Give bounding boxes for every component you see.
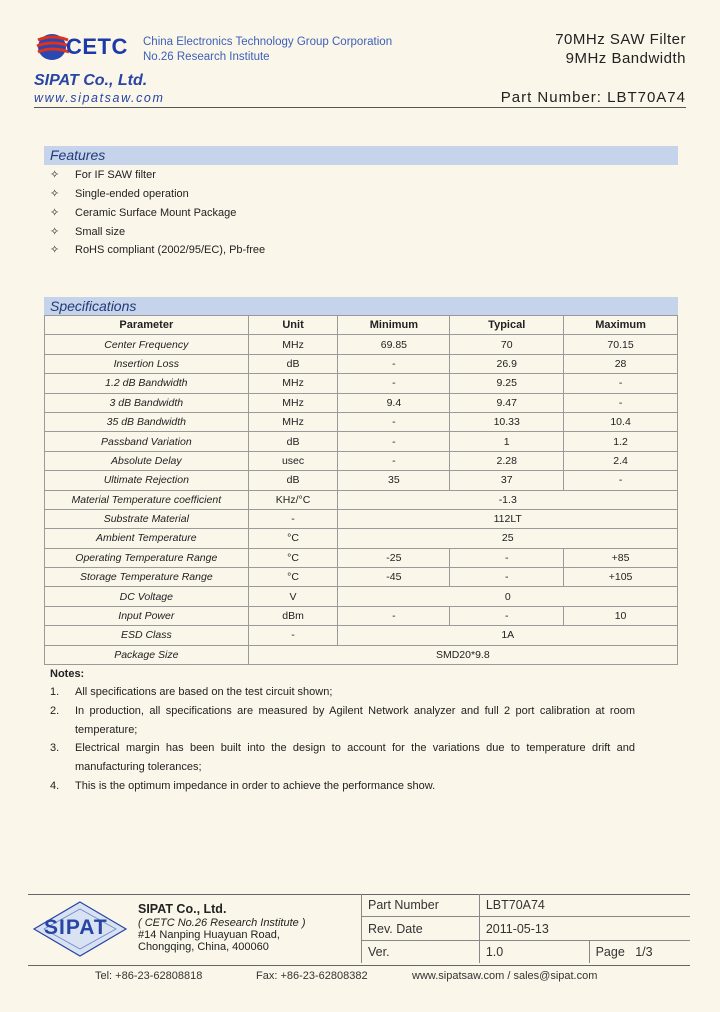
company-name: SIPAT Co., Ltd. [34, 72, 148, 89]
table-row: Absolute Delay usec - 2.28 2.4 [45, 451, 678, 470]
diamond-bullet-icon: ✧ [50, 244, 60, 256]
table-row: Input Power dBm - - 10 [45, 606, 678, 625]
table-row [362, 917, 691, 940]
feature-item: ✧ Single-ended operation [50, 188, 189, 200]
note-number: 1. [50, 686, 60, 698]
note-text: In production, all specifications are measured by Agilent Network analyzer and full 2 port calibration at room [75, 705, 635, 717]
table-row: Storage Temperature Range °C -45 - +105 [45, 568, 678, 587]
part-number-value: LBT70A74 [479, 894, 690, 917]
table-row: Insertion Loss dB - 26.9 28 [45, 354, 678, 373]
footer-fax: Fax: +86-23-62808382 [256, 970, 368, 982]
table-row: Substrate Material - 112LT [45, 509, 678, 528]
table-row: Operating Temperature Range °C -25 - +85 [45, 548, 678, 567]
product-title: 70MHz SAW Filter [555, 31, 686, 48]
features-heading-text: Features [50, 147, 106, 163]
sipat-logo-text: SIPAT [44, 916, 108, 939]
page-value: 1/3 [635, 944, 653, 959]
feature-item: ✧ Ceramic Surface Mount Package [50, 207, 237, 219]
spec-table [44, 315, 678, 665]
table-row [362, 940, 691, 963]
footer-info-table [361, 894, 690, 963]
org-line-1: China Electronics Technology Group Corporation [143, 36, 393, 48]
rev-date-label: Rev. Date [362, 917, 480, 940]
header-divider [34, 107, 686, 108]
part-number-label: Part Number [362, 894, 480, 917]
note-number: 4. [50, 780, 60, 792]
table-row: 1.2 dB Bandwidth MHz - 9.25 - [45, 374, 678, 393]
table-row: 3 dB Bandwidth MHz 9.4 9.47 - [45, 393, 678, 412]
table-row: DC Voltage V 0 [45, 587, 678, 606]
table-row: Package Size SMD20*9.8 [45, 645, 678, 664]
table-row: 35 dB Bandwidth MHz - 10.33 10.4 [45, 412, 678, 431]
page-indicator [589, 940, 690, 963]
feature-item: ✧ Small size [50, 226, 126, 238]
note-text: Electrical margin has been built into the design to account for the variations due to temperature drift and [75, 742, 635, 754]
product-subtitle: 9MHz Bandwidth [565, 50, 686, 67]
page-label: Page [595, 944, 625, 959]
footer-company: SIPAT Co., Ltd. [138, 902, 227, 916]
diamond-bullet-icon: ✧ [50, 207, 60, 219]
table-row: ESD Class - 1A [45, 626, 678, 645]
col-header-typical: Typical [450, 316, 564, 335]
table-row: Passband Variation dB - 1 1.2 [45, 432, 678, 451]
footer-contact-links[interactable]: www.sipatsaw.com / sales@sipat.com [412, 970, 598, 982]
website-link[interactable]: www.sipatsaw.com [34, 91, 165, 105]
diamond-bullet-icon: ✧ [50, 188, 60, 200]
features-heading [44, 146, 678, 165]
note-text: All specifications are based on the test circuit shown; [75, 686, 333, 698]
version-value: 1.0 [479, 940, 589, 963]
feature-item: ✧ For IF SAW filter [50, 169, 156, 181]
note-number: 2. [50, 705, 60, 717]
org-line-2: No.26 Research Institute [143, 51, 270, 63]
col-header-minimum: Minimum [338, 316, 450, 335]
col-header-unit: Unit [248, 316, 338, 335]
rev-date-value: 2011-05-13 [479, 917, 690, 940]
note-text-continued: temperature; [75, 724, 138, 736]
table-row: Center Frequency MHz 69.85 70 70.15 [45, 335, 678, 354]
version-label: Ver. [362, 940, 480, 963]
footer-institute: ( CETC No.26 Research Institute ) [138, 917, 306, 929]
diamond-bullet-icon: ✧ [50, 169, 60, 181]
footer-tel: Tel: +86-23-62808818 [95, 970, 203, 982]
table-row: Material Temperature coefficient KHz/°C -1.3 [45, 490, 678, 509]
specifications-heading-text: Specifications [50, 298, 137, 314]
part-number: Part Number: LBT70A74 [500, 89, 686, 106]
note-number: 3. [50, 742, 60, 754]
note-text-continued: manufacturing tolerances; [75, 761, 202, 773]
cetc-logo-text: CETC [66, 34, 128, 59]
spec-header-row [45, 316, 678, 335]
col-header-parameter: Parameter [45, 316, 249, 335]
col-header-maximum: Maximum [564, 316, 678, 335]
note-text: This is the optimum impedance in order to achieve the performance show. [75, 780, 436, 792]
diamond-bullet-icon: ✧ [50, 226, 60, 238]
notes-title: Notes: [50, 668, 85, 680]
table-row: Ultimate Rejection dB 35 37 - [45, 471, 678, 490]
footer-address-1: #14 Nanping Huayuan Road, [138, 929, 280, 941]
feature-item: ✧ RoHS compliant (2002/95/EC), Pb-free [50, 244, 266, 256]
specifications-heading [44, 297, 678, 316]
table-row: Ambient Temperature °C 25 [45, 529, 678, 548]
table-row [362, 894, 691, 917]
footer-address-2: Chongqing, China, 400060 [138, 941, 269, 953]
